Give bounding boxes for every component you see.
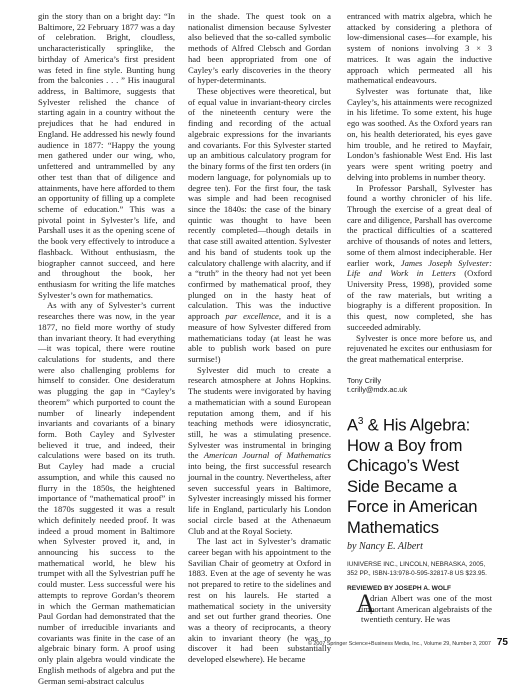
page-footer bbox=[238, 638, 508, 649]
text-column-3 bbox=[347, 11, 492, 625]
paragraph: in the shade. The quest took on a nationalist dimension because Sylvester also believed that the so-called symbolic methods of Alfred Clebsch and Gordan had been appropriated from one of Cayley’s early discoveries in the theory of hyper-determinants. bbox=[188, 11, 331, 86]
paragraph: In Professor Parshall, Sylvester has found a worthy chronicler of his life. Through the exercise of a great deal of care and diligence, Parshall has overcome the practical difficulties of a scattered archive of thousands of notes and letters, some of them almost indecipherable. Her earlier work, James Joseph Sylvester: Life and Work in Letters (Oxford University Press, 1998), provided some of the raw materials, but writing a biography is a different proposition. In this quest, now completed, she has succeeded admirably. bbox=[347, 182, 492, 332]
drop-cap: A bbox=[356, 589, 375, 619]
paragraph: As with any of Sylvester’s current researches there was now, in the year 1877, no field more worthy of study than invariant theory. It had everything—it was topical, there were routine calculations for students, and there were also challenging problems for himself to consider. One desideratum was plugging the gap in “Cayley’s theorem” which purported to count the number of linearly independent invariants and covariants of a binary form. Both Cayley and Sylvester believed it true, and indeed, their calculations were based on its truth. But Cayley had made a crucial assumption, and while this caused no flurry in the 1850s, the heightened importance of “mathematical proof” in the 1870s suggested it was a result which definitely needed proof. It was indeed a proud moment in Baltimore when Sylvester proved it, and, in announcing his success to the mathematical world, he blew his trumpet with all the Sylvestrian puff he could muster. Less successful were his attempts to reprove Gordan’s theorem in which the German mathematician Paul Gordan had demonstrated that the number of irreducible invariants and covariants was finite in the case of an algebraic binary form. A proof using only plain algebra would vindicate the English methods of algebra and put the German semi-abstract calculus bbox=[38, 300, 175, 686]
paragraph: The last act in Sylvester’s dramatic career began with his appointment to the Savilian Chair of geometry at Oxford in 1883. Even at the age of seventy he was not prepared to retire to the sidelines and rest on his laurels. He started a mathematical society in the university and set out further grand theories. One was a theory of reciprocants, a theory akin to invariant theory (he was to discover it had been substantially developed elsewhere). He became bbox=[188, 536, 331, 665]
book-title: James Joseph Sylvester: Life and Work in Letters bbox=[347, 257, 492, 279]
emphasis: par excellence bbox=[225, 311, 279, 322]
author-email[interactable]: t.crilly@mdx.ac.uk bbox=[347, 385, 408, 395]
journal-title: American Journal of Mathematics bbox=[203, 450, 331, 461]
reviewer-byline: REVIEWED BY JOSEPH A. WOLF bbox=[347, 585, 452, 593]
paragraph: entranced with matrix algebra, which he attacked by considering a plethora of low-dimensional cases—for example, his system of nonions involving 3 × 3 matrices. It was again the inductive approach which permeated all his mathematical endeavours. bbox=[347, 11, 492, 86]
author-name: Tony Crilly bbox=[347, 375, 382, 385]
text-column-1 bbox=[38, 11, 175, 686]
paragraph: gin the story than on a bright day: “In Baltimore, 22 February 1877 was a day of celebration. Bright, cloudless, uncharacteristically springlike, the birthday of America’s first president was feted in fine style. Bunting hung from the balconies . . . ” His inaugural address, in Baltimore, suggests that Sylvester relished the chance of starting again in a country without the prejudices that he had endured in England. He addressed his newly found audience in 1877: “Happy the young men gathered under our wing, who, unfettered and untrammelled by any other test than that of diligence and attainments, have here afforded to them an opportunity of filling up a complete scheme of education.” This was a pivotal point in Sylvester’s life, and Parshall uses it as the opening scene of the book very effectively to introduce a flashback. Without enthusiasm, the biographer cannot succeed, and here and throughout the book, her enthusiasm for writing the life matches Sylvester’s own for mathematics. bbox=[38, 11, 175, 300]
paragraph: Sylvester did much to create a research atmosphere at Johns Hopkins. The students were invigorated by having a mathematician with a sound European reputation among them, and if his teaching methods were idiosyncratic, still, he was a stimulating presence. Sylvester was instrumental in bringing the American Journal of Mathematics into being, the first successful research journal in the country. Nevertheless, after seven successful years in Baltimore, Sylvester increasingly missed his former life in England, particularly his London social circle based at the Athenaeum Club and at the Royal Society. bbox=[188, 364, 331, 536]
paragraph: Sylvester was fortunate that, like Cayley’s, his attainments were recognized in his lifetime. To some extent, his huge ego was soothed. As the Oxford years ran on, his health deteriorated, his eyes gave him trouble, and he retired to Mayfair, London’s fashionable West End. His last years were spent writing poetry and delving into problems in number theory. bbox=[347, 86, 492, 182]
paragraph: These objectives were theoretical, but of equal value in invariant-theory circles of the nineteenth century were the finding and recording of the actual algebraic expressions for the invariants and covariants. For this Sylvester started up an ambitious calculatory program for the binary forms of the first ten orders (in modern language, for polynomials up to degree ten). For the first four, the task was simple and had been recognised since the 1840s: the case of the binary quintic was thought to have been recently completed—though details in that case still awaited attention. Sylvester and his band of students took up the calculatory challenge with alacrity, and if a “truth” in the theory had not yet been confirmed by mathematical proof, they plunged on in the hasty heat of calculation. This was the inductive approach par excellence, and it is a measure of how Sylvester differed from mathematicians today (at least he was able to publish work based on pure surmise!) bbox=[188, 86, 331, 364]
copyright-line: © 2007 Springer Science+Business Media, Inc., Volume 29, Number 3, 2007 bbox=[307, 641, 491, 647]
review-title: $A^3$ & His Algebra: How a Boy from Chicago’s West Side Became a Force in American Mathematics bbox=[347, 415, 478, 538]
paragraph: Sylvester is once more before us, and rejuvenated he excites our enthusiasm for the great mathematical enterprise. bbox=[347, 332, 492, 364]
review-signature bbox=[347, 376, 492, 395]
page-number: 75 bbox=[496, 637, 508, 648]
publisher-info: IUNIVERSE INC., LINCOLN, NEBRASKA, 2005, 352 PP., ISBN-13:978-0-595-32817-8 US $23.95. bbox=[347, 560, 487, 577]
book-author: by Nancy E. Albert bbox=[347, 540, 423, 552]
review-opening-paragraph: A drian Albert was one of the most important American algebraists of the twentieth century. He was bbox=[347, 593, 492, 625]
text-column-2 bbox=[188, 11, 331, 665]
